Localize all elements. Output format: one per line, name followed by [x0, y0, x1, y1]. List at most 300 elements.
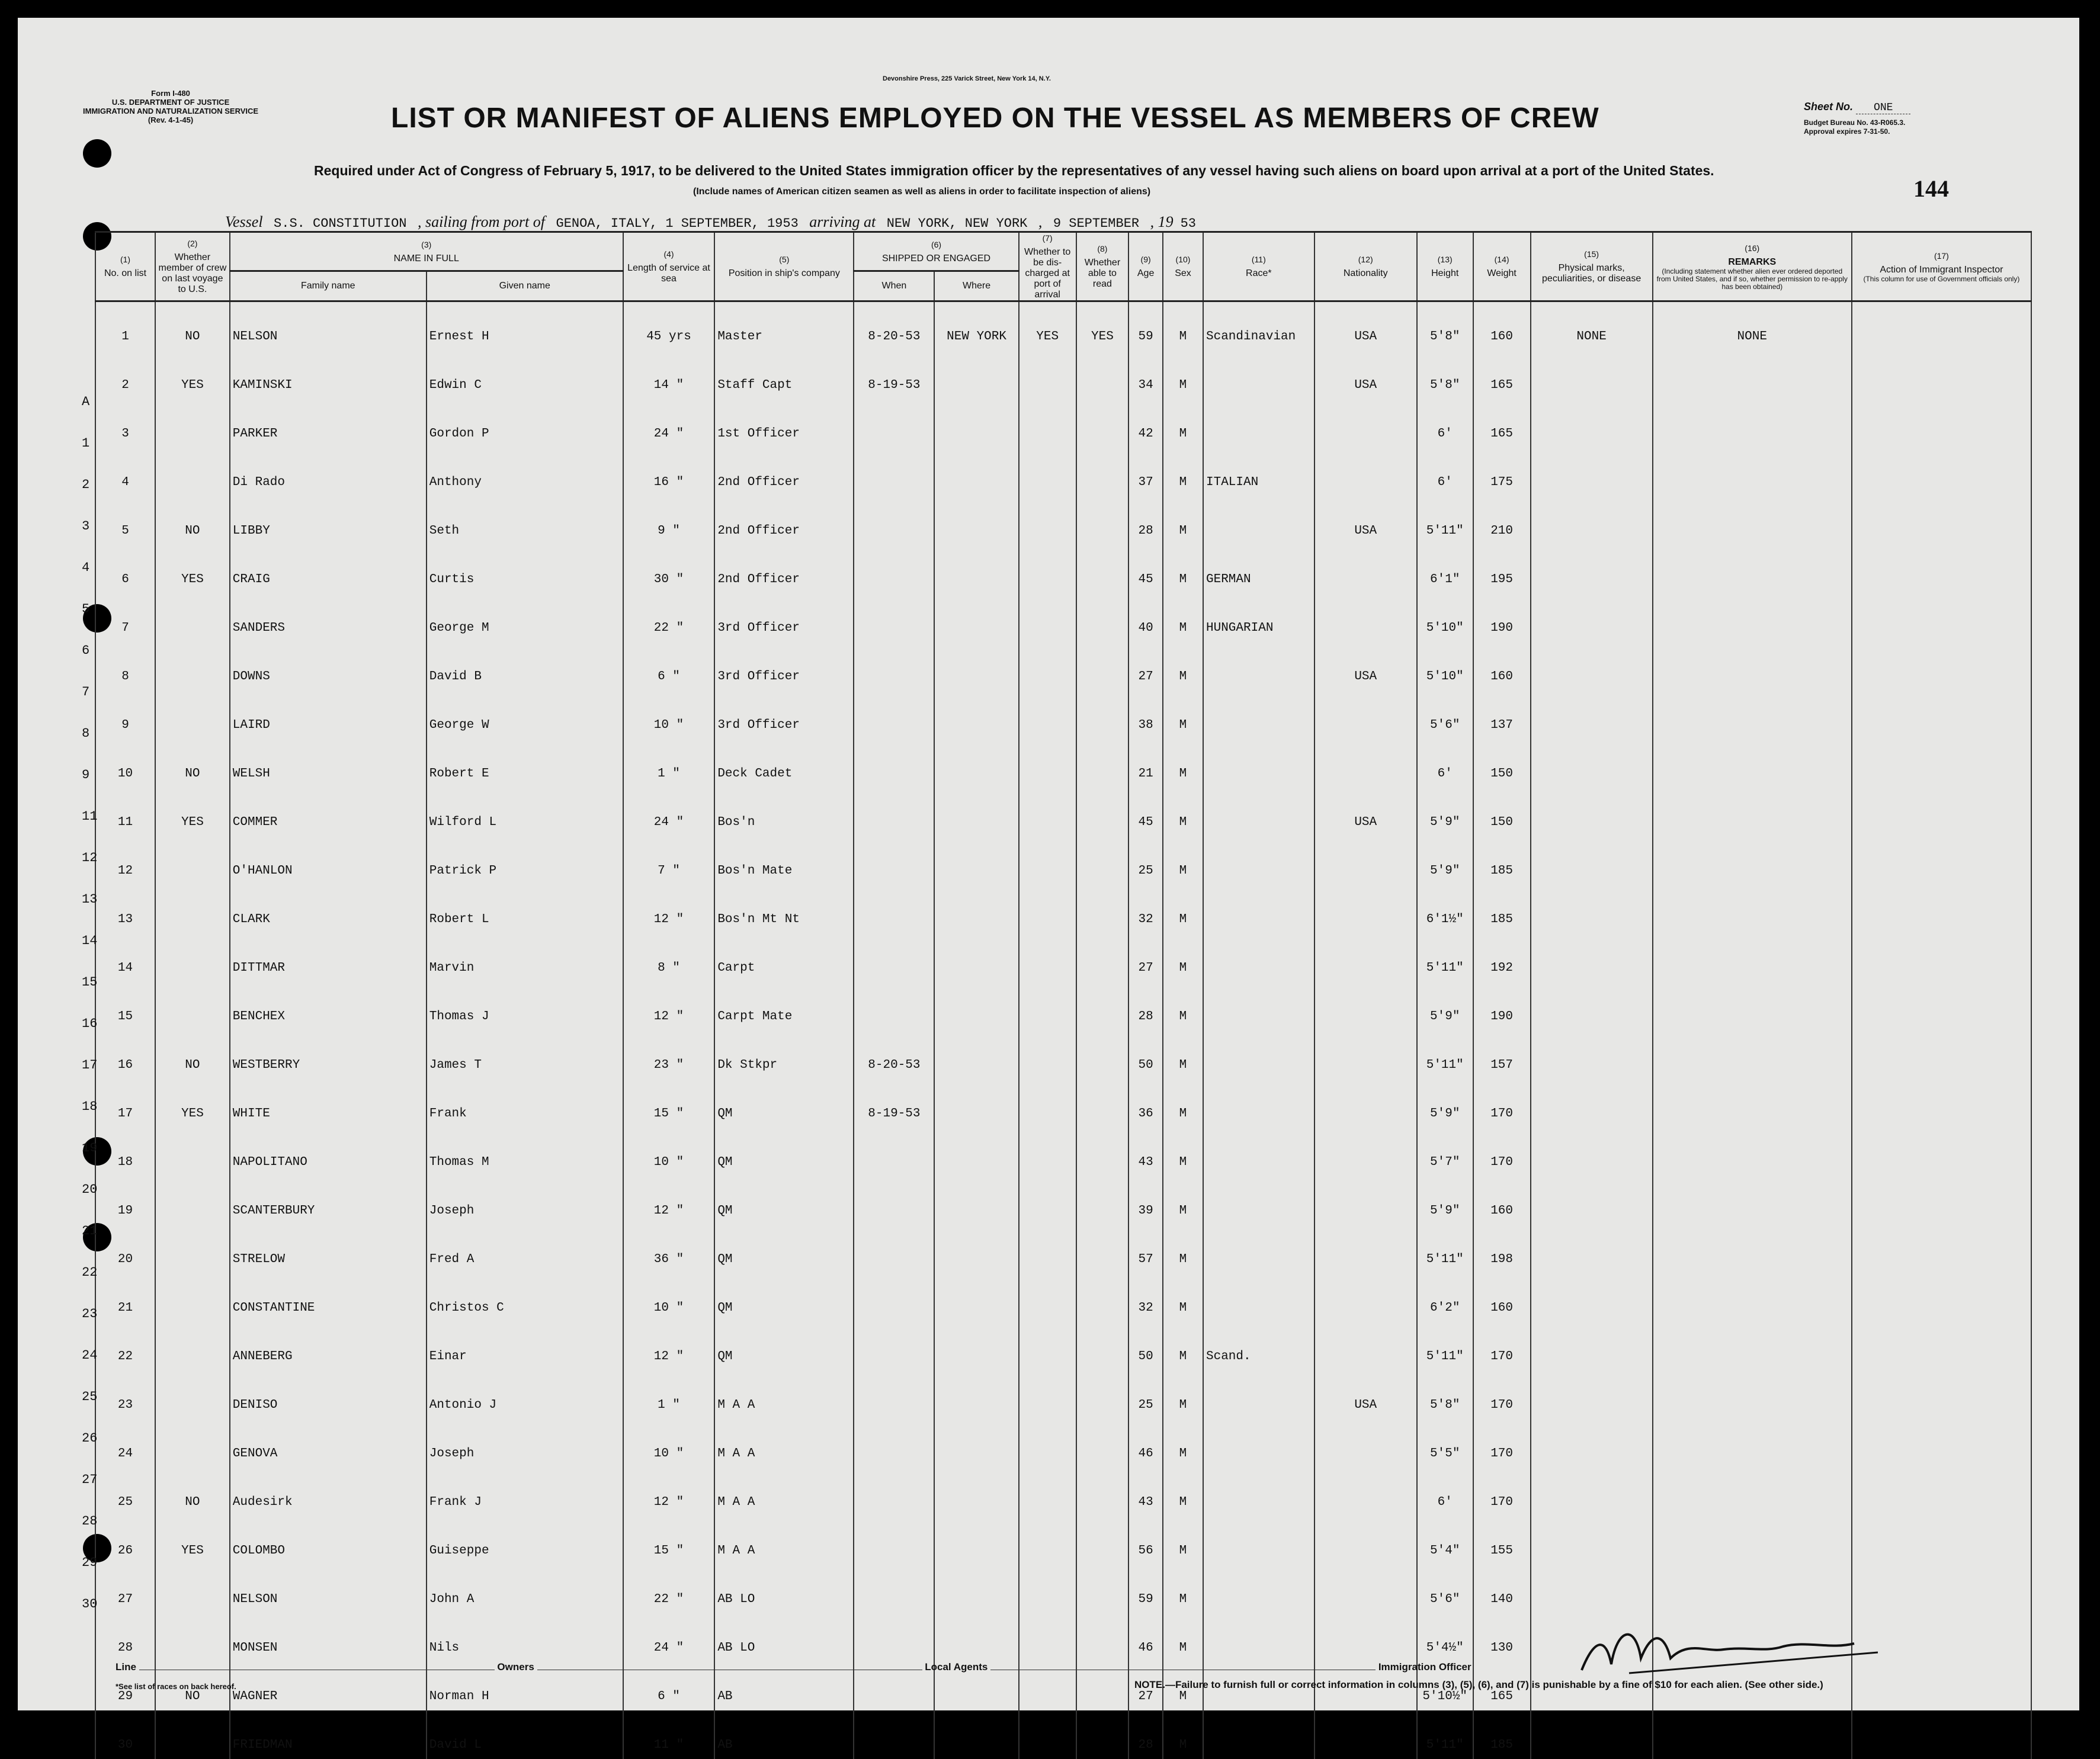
cell-length-of-service: 14 " — [623, 351, 715, 399]
cell-weight: 160 — [1473, 642, 1531, 691]
row-margin-number: 26 — [82, 1431, 98, 1446]
cell-length-of-service: 22 " — [623, 1565, 715, 1613]
cell-nationality — [1314, 1516, 1417, 1565]
cell-row-no: 1 — [95, 301, 155, 351]
cell-remarks — [1653, 1370, 1852, 1419]
cell-discharged — [1019, 788, 1076, 836]
cell-family-name: COLOMBO — [230, 1516, 427, 1565]
cell-position: QM — [714, 1176, 854, 1225]
cell-inspector-action — [1852, 642, 2031, 691]
cell-position: Deck Cadet — [714, 739, 854, 788]
cell-physical-marks — [1531, 1322, 1653, 1370]
cell-shipped-when — [854, 1225, 934, 1273]
header-when: When — [854, 271, 934, 301]
cell-shipped-where — [934, 691, 1018, 739]
cell-remarks — [1653, 496, 1852, 545]
cell-row-no: 13 — [95, 885, 155, 933]
cell-sex: M — [1163, 1516, 1203, 1565]
table-row — [95, 1516, 2031, 1565]
cell-length-of-service: 1 " — [623, 739, 715, 788]
cell-weight: 130 — [1473, 1613, 1531, 1662]
cell-able-to-read — [1076, 691, 1129, 739]
cell-race — [1203, 691, 1314, 739]
cell-row-no: 26 — [95, 1516, 155, 1565]
cell-weight: 150 — [1473, 739, 1531, 788]
cell-discharged — [1019, 691, 1076, 739]
cell-inspector-action — [1852, 885, 2031, 933]
row-margin-number: 25 — [82, 1389, 98, 1404]
cell-given-name: Seth — [427, 496, 623, 545]
cell-length-of-service: 23 " — [623, 1031, 715, 1079]
arrival-year: 53 — [1174, 216, 1203, 232]
row-margin-number: 21 — [82, 1224, 98, 1238]
cell-height: 5'11" — [1417, 1710, 1473, 1759]
cell-race — [1203, 1516, 1314, 1565]
cell-nationality — [1314, 739, 1417, 788]
cell-age: 45 — [1128, 545, 1163, 593]
cell-shipped-when — [854, 691, 934, 739]
cell-shipped-where — [934, 1273, 1018, 1322]
cell-remarks — [1653, 739, 1852, 788]
table-row — [95, 1322, 2031, 1370]
cell-remarks — [1653, 1176, 1852, 1225]
cell-discharged — [1019, 1225, 1076, 1273]
cell-nationality — [1314, 1322, 1417, 1370]
header-where: Where — [934, 271, 1018, 301]
cell-remarks: NONE — [1653, 301, 1852, 351]
cell-shipped-when — [854, 933, 934, 982]
cell-age: 40 — [1128, 593, 1163, 642]
cell-nationality — [1314, 1079, 1417, 1128]
cell-shipped-where: NEW YORK — [934, 301, 1018, 351]
cell-height: 5'8" — [1417, 301, 1473, 351]
cell-discharged — [1019, 448, 1076, 496]
cell-race: HUNGARIAN — [1203, 593, 1314, 642]
cell-weight: 140 — [1473, 1565, 1531, 1613]
cell-race — [1203, 399, 1314, 448]
table-row — [95, 301, 2031, 351]
cell-sex: M — [1163, 739, 1203, 788]
cell-physical-marks — [1531, 836, 1653, 885]
cell-length-of-service: 8 " — [623, 933, 715, 982]
cell-sex: M — [1163, 982, 1203, 1031]
row-margin-number: A — [82, 394, 90, 409]
cell-position: QM — [714, 1273, 854, 1322]
cell-weight: 192 — [1473, 933, 1531, 982]
cell-nationality — [1314, 1468, 1417, 1516]
cell-position: M A A — [714, 1468, 854, 1516]
cell-family-name: SCANTERBURY — [230, 1176, 427, 1225]
cell-age: 27 — [1128, 642, 1163, 691]
cell-position: Carpt — [714, 933, 854, 982]
table-row — [95, 593, 2031, 642]
cell-remarks — [1653, 1079, 1852, 1128]
cell-physical-marks — [1531, 642, 1653, 691]
cell-weight: 165 — [1473, 399, 1531, 448]
row-margin-number: 30 — [82, 1597, 98, 1612]
cell-given-name: Nils — [427, 1613, 623, 1662]
cell-position: M A A — [714, 1419, 854, 1468]
table-row — [95, 1176, 2031, 1225]
cell-given-name: Norman H — [427, 1662, 623, 1710]
cell-length-of-service: 12 " — [623, 885, 715, 933]
cell-weight: 165 — [1473, 351, 1531, 399]
cell-crew-last-voyage — [155, 982, 230, 1031]
row-margin-number: 12 — [82, 850, 98, 865]
cell-crew-last-voyage: NO — [155, 301, 230, 351]
cell-row-no: 6 — [95, 545, 155, 593]
row-margin-number: 5 — [82, 602, 90, 617]
cell-age: 21 — [1128, 739, 1163, 788]
cell-physical-marks — [1531, 788, 1653, 836]
header-given-name: Given name — [427, 271, 623, 301]
form-number: Form I-480 — [151, 89, 190, 98]
cell-shipped-when: 8-20-53 — [854, 301, 934, 351]
cell-weight: 185 — [1473, 885, 1531, 933]
cell-remarks — [1653, 1565, 1852, 1613]
cell-height: 5'5" — [1417, 1419, 1473, 1468]
cell-position: M A A — [714, 1370, 854, 1419]
cell-shipped-where — [934, 448, 1018, 496]
cell-length-of-service: 12 " — [623, 1322, 715, 1370]
manifest-sheet — [18, 18, 2079, 1752]
cell-weight: 175 — [1473, 448, 1531, 496]
cell-position: Carpt Mate — [714, 982, 854, 1031]
cell-shipped-where — [934, 1031, 1018, 1079]
row-margin-number: 23 — [82, 1307, 98, 1321]
cell-nationality: USA — [1314, 788, 1417, 836]
cell-row-no: 25 — [95, 1468, 155, 1516]
cell-inspector-action — [1852, 1031, 2031, 1079]
row-margin-number: 1 — [82, 436, 90, 451]
row-margin-number: 9 — [82, 768, 90, 782]
table-row — [95, 739, 2031, 788]
cell-shipped-where — [934, 1225, 1018, 1273]
cell-crew-last-voyage — [155, 642, 230, 691]
cell-age: 27 — [1128, 933, 1163, 982]
cell-weight: 170 — [1473, 1322, 1531, 1370]
cell-position: Master — [714, 301, 854, 351]
cell-able-to-read — [1076, 399, 1129, 448]
cell-height: 5'11" — [1417, 933, 1473, 982]
cell-physical-marks — [1531, 1468, 1653, 1516]
cell-family-name: WESTBERRY — [230, 1031, 427, 1079]
cell-able-to-read — [1076, 1322, 1129, 1370]
cell-given-name: George W — [427, 691, 623, 739]
cell-nationality — [1314, 399, 1417, 448]
cell-discharged — [1019, 885, 1076, 933]
cell-shipped-when — [854, 1419, 934, 1468]
cell-inspector-action — [1852, 1176, 2031, 1225]
cell-remarks — [1653, 1419, 1852, 1468]
cell-shipped-where — [934, 739, 1018, 788]
cell-remarks — [1653, 1468, 1852, 1516]
cell-crew-last-voyage — [155, 1565, 230, 1613]
cell-height: 5'11" — [1417, 496, 1473, 545]
cell-shipped-when — [854, 739, 934, 788]
cell-shipped-when — [854, 545, 934, 593]
cell-shipped-when — [854, 1370, 934, 1419]
cell-position: AB LO — [714, 1613, 854, 1662]
cell-able-to-read: YES — [1076, 301, 1129, 351]
cell-position: Staff Capt — [714, 351, 854, 399]
cell-given-name: Frank — [427, 1079, 623, 1128]
cell-row-no: 21 — [95, 1273, 155, 1322]
cell-able-to-read — [1076, 1128, 1129, 1176]
cell-physical-marks — [1531, 933, 1653, 982]
cell-nationality — [1314, 1225, 1417, 1273]
cell-given-name: John A — [427, 1565, 623, 1613]
cell-race: Scand. — [1203, 1322, 1314, 1370]
cell-family-name: NELSON — [230, 301, 427, 351]
cell-race — [1203, 1128, 1314, 1176]
cell-family-name: STRELOW — [230, 1225, 427, 1273]
cell-row-no: 29 — [95, 1662, 155, 1710]
header-race: (11) Race* — [1203, 232, 1314, 301]
cell-inspector-action — [1852, 351, 2031, 399]
cell-height: 5'7" — [1417, 1128, 1473, 1176]
cell-shipped-when: 8-20-53 — [854, 1031, 934, 1079]
cell-able-to-read — [1076, 351, 1129, 399]
cell-able-to-read — [1076, 545, 1129, 593]
cell-race — [1203, 982, 1314, 1031]
row-margin-number: 6 — [82, 643, 90, 658]
cell-weight: 185 — [1473, 1710, 1531, 1759]
cell-able-to-read — [1076, 1273, 1129, 1322]
cell-race — [1203, 1565, 1314, 1613]
row-margin-number: 16 — [82, 1016, 98, 1031]
cell-position: QM — [714, 1322, 854, 1370]
cell-family-name: Audesirk — [230, 1468, 427, 1516]
cell-crew-last-voyage: NO — [155, 1662, 230, 1710]
cell-race — [1203, 1273, 1314, 1322]
cell-physical-marks — [1531, 739, 1653, 788]
header-crew-last-voyage: (2) Whether member of crew on last voyage to U.S. — [155, 232, 230, 301]
cell-family-name: CLARK — [230, 885, 427, 933]
cell-shipped-when — [854, 788, 934, 836]
cell-row-no: 3 — [95, 399, 155, 448]
cell-discharged — [1019, 351, 1076, 399]
cell-age: 50 — [1128, 1322, 1163, 1370]
cell-shipped-where — [934, 1128, 1018, 1176]
cell-physical-marks — [1531, 1031, 1653, 1079]
cell-given-name: Robert L — [427, 885, 623, 933]
cell-physical-marks — [1531, 351, 1653, 399]
cell-shipped-where — [934, 1322, 1018, 1370]
cell-length-of-service: 6 " — [623, 642, 715, 691]
cell-family-name: NAPOLITANO — [230, 1128, 427, 1176]
cell-crew-last-voyage: NO — [155, 1031, 230, 1079]
header-length-of-service: (4) Length of service at sea — [623, 232, 715, 301]
cell-position: 3rd Officer — [714, 691, 854, 739]
cell-height: 5'4½" — [1417, 1613, 1473, 1662]
cell-height: 5'6" — [1417, 1565, 1473, 1613]
cell-discharged — [1019, 1031, 1076, 1079]
cell-discharged — [1019, 1613, 1076, 1662]
cell-sex: M — [1163, 1613, 1203, 1662]
cell-able-to-read — [1076, 496, 1129, 545]
cell-sex: M — [1163, 642, 1203, 691]
cell-family-name: WELSH — [230, 739, 427, 788]
cell-sex: M — [1163, 351, 1203, 399]
header-physical-marks: (15) Physical marks, peculiarities, or disease — [1531, 232, 1653, 301]
cell-shipped-when — [854, 1613, 934, 1662]
table-row — [95, 642, 2031, 691]
cell-row-no: 5 — [95, 496, 155, 545]
cell-race: Scandinavian — [1203, 301, 1314, 351]
cell-position: AB — [714, 1662, 854, 1710]
cell-nationality: USA — [1314, 351, 1417, 399]
header-family-name: Family name — [230, 271, 427, 301]
cell-age: 57 — [1128, 1225, 1163, 1273]
cell-sex: M — [1163, 1565, 1203, 1613]
cell-able-to-read — [1076, 448, 1129, 496]
cell-shipped-where — [934, 1176, 1018, 1225]
cell-given-name: Edwin C — [427, 351, 623, 399]
cell-discharged — [1019, 1322, 1076, 1370]
cell-nationality — [1314, 448, 1417, 496]
cell-race — [1203, 1079, 1314, 1128]
cell-physical-marks — [1531, 691, 1653, 739]
cell-discharged — [1019, 933, 1076, 982]
cell-nationality: USA — [1314, 1370, 1417, 1419]
cell-given-name: James T — [427, 1031, 623, 1079]
cell-discharged — [1019, 642, 1076, 691]
cell-remarks — [1653, 1128, 1852, 1176]
cell-nationality — [1314, 933, 1417, 982]
cell-able-to-read — [1076, 982, 1129, 1031]
cell-row-no: 10 — [95, 739, 155, 788]
cell-inspector-action — [1852, 1273, 2031, 1322]
cell-height: 5'9" — [1417, 788, 1473, 836]
cell-height: 5'9" — [1417, 982, 1473, 1031]
cell-inspector-action — [1852, 933, 2031, 982]
cell-discharged: YES — [1019, 301, 1076, 351]
cell-inspector-action — [1852, 836, 2031, 885]
cell-shipped-where — [934, 496, 1018, 545]
header-inspector-action: (17) Action of Immigrant Inspector (This column for use of Government officials only) — [1852, 232, 2031, 301]
cell-shipped-where — [934, 1710, 1018, 1759]
cell-length-of-service: 7 " — [623, 836, 715, 885]
cell-shipped-when — [854, 1468, 934, 1516]
table-row — [95, 1468, 2031, 1516]
cell-race — [1203, 1419, 1314, 1468]
cell-position: M A A — [714, 1516, 854, 1565]
cell-crew-last-voyage: NO — [155, 1468, 230, 1516]
cell-row-no: 14 — [95, 933, 155, 982]
row-margin-number: 24 — [82, 1348, 98, 1363]
cell-height: 5'8" — [1417, 351, 1473, 399]
form-identifier — [83, 89, 258, 124]
cell-sex: M — [1163, 836, 1203, 885]
row-margin-number: 14 — [82, 933, 98, 948]
cell-family-name: DOWNS — [230, 642, 427, 691]
cell-remarks — [1653, 399, 1852, 448]
cell-race — [1203, 933, 1314, 982]
cell-crew-last-voyage — [155, 1613, 230, 1662]
cell-nationality — [1314, 593, 1417, 642]
cell-length-of-service: 11 " — [623, 1710, 715, 1759]
cell-length-of-service: 9 " — [623, 496, 715, 545]
cell-family-name: O'HANLON — [230, 836, 427, 885]
cell-position: AB — [714, 1710, 854, 1759]
cell-age: 43 — [1128, 1128, 1163, 1176]
cell-position: AB LO — [714, 1565, 854, 1613]
cell-remarks — [1653, 1031, 1852, 1079]
cell-family-name: NELSON — [230, 1565, 427, 1613]
sheet-number: Sheet No. ONE — [1804, 101, 1910, 114]
cell-shipped-where — [934, 545, 1018, 593]
cell-sex: M — [1163, 1031, 1203, 1079]
cell-physical-marks — [1531, 593, 1653, 642]
footer-signature-line: Line Owners Local Agents Immigration Officer — [116, 1661, 1471, 1673]
cell-length-of-service: 36 " — [623, 1225, 715, 1273]
cell-crew-last-voyage: YES — [155, 545, 230, 593]
cell-weight: 170 — [1473, 1419, 1531, 1468]
cell-position: 1st Officer — [714, 399, 854, 448]
cell-age: 43 — [1128, 1468, 1163, 1516]
cell-nationality — [1314, 1031, 1417, 1079]
cell-inspector-action — [1852, 448, 2031, 496]
cell-shipped-where — [934, 1079, 1018, 1128]
cell-row-no: 19 — [95, 1176, 155, 1225]
cell-crew-last-voyage — [155, 1128, 230, 1176]
cell-shipped-when — [854, 1273, 934, 1322]
cell-row-no: 30 — [95, 1710, 155, 1759]
cell-nationality — [1314, 1710, 1417, 1759]
cell-nationality — [1314, 1273, 1417, 1322]
header-nationality: (12) Nationality — [1314, 232, 1417, 301]
printer-line: Devonshire Press, 225 Varick Street, New York 14, N.Y. — [883, 75, 1051, 82]
table-row — [95, 836, 2031, 885]
cell-sex: M — [1163, 545, 1203, 593]
cell-given-name: Wilford L — [427, 788, 623, 836]
cell-physical-marks — [1531, 1225, 1653, 1273]
row-margin-number: 27 — [82, 1472, 98, 1487]
cell-age: 42 — [1128, 399, 1163, 448]
cell-row-no: 8 — [95, 642, 155, 691]
cell-given-name: David L — [427, 1710, 623, 1759]
cell-height: 6'1" — [1417, 545, 1473, 593]
cell-sex: M — [1163, 1176, 1203, 1225]
cell-crew-last-voyage: YES — [155, 1516, 230, 1565]
cell-discharged — [1019, 1468, 1076, 1516]
cell-age: 25 — [1128, 836, 1163, 885]
cell-physical-marks — [1531, 1419, 1653, 1468]
cell-family-name: KAMINSKI — [230, 351, 427, 399]
cell-shipped-where — [934, 933, 1018, 982]
cell-physical-marks — [1531, 885, 1653, 933]
cell-able-to-read — [1076, 739, 1129, 788]
cell-nationality — [1314, 1419, 1417, 1468]
cell-shipped-when — [854, 1516, 934, 1565]
cell-length-of-service: 24 " — [623, 1613, 715, 1662]
cell-able-to-read — [1076, 1516, 1129, 1565]
cell-physical-marks — [1531, 496, 1653, 545]
cell-shipped-when — [854, 1176, 934, 1225]
punch-hole — [83, 139, 111, 168]
cell-family-name: LAIRD — [230, 691, 427, 739]
cell-given-name: David B — [427, 642, 623, 691]
cell-remarks — [1653, 1273, 1852, 1322]
cell-nationality — [1314, 836, 1417, 885]
cell-shipped-when — [854, 399, 934, 448]
header-no-on-list: (1) No. on list — [95, 232, 155, 301]
header-shipped-engaged: (6) SHIPPED OR ENGAGED — [854, 232, 1018, 271]
cell-able-to-read — [1076, 1565, 1129, 1613]
cell-able-to-read — [1076, 933, 1129, 982]
cell-weight: 155 — [1473, 1516, 1531, 1565]
